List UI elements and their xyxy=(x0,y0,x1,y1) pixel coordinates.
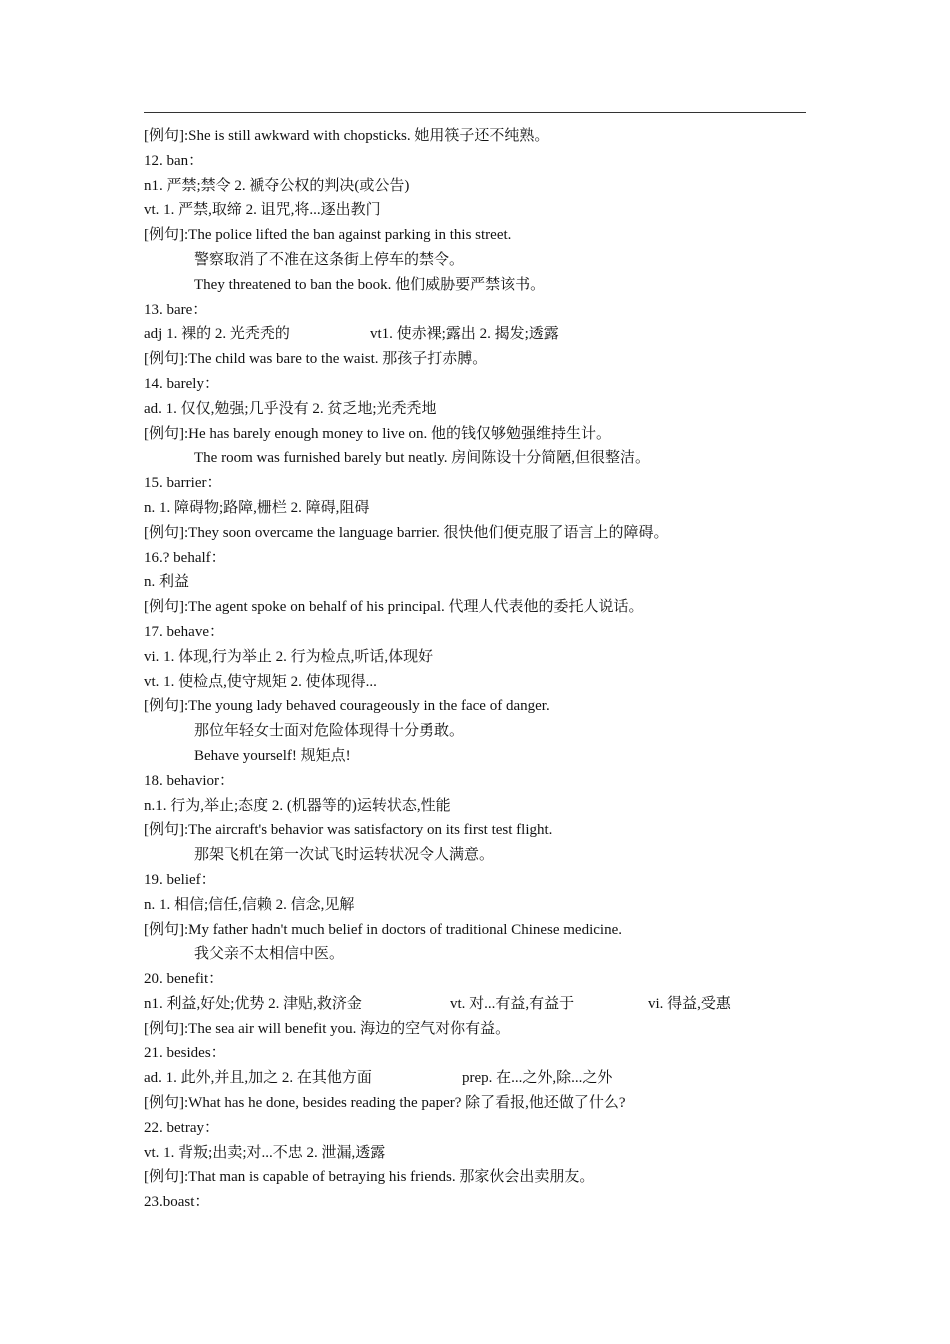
text-line: 17. behave： xyxy=(144,623,224,640)
definition-segment: adj 1. 裸的 2. 光秃秃的 xyxy=(144,326,290,343)
text-line: 13. bare： xyxy=(144,301,208,318)
text-line xyxy=(144,322,844,347)
text-line: 23.boast： xyxy=(144,1194,210,1211)
text-line: vi. 1. 体现,行为举止 2. 行为检点,听话,体现好 xyxy=(144,648,434,665)
text-line: [例句]:The young lady behaved courageously in the face of danger. xyxy=(144,698,550,715)
text-line: 20. benefit： xyxy=(144,971,224,988)
header-rule xyxy=(144,112,806,113)
text-line: vt. 1. 严禁,取缔 2. 诅咒,将...逐出教门 xyxy=(144,202,381,219)
text-line: n.1. 行为,举止;态度 2. (机器等的)运转状态,性能 xyxy=(144,797,451,814)
text-line: vt. 1. 背叛;出卖;对...不忠 2. 泄漏,透露 xyxy=(144,1144,386,1161)
definition-segment: prep. 在...之外,除...之外 xyxy=(462,1070,613,1087)
text-line xyxy=(144,992,844,1017)
text-line: 12. ban： xyxy=(144,152,204,169)
text-line: ad. 1. 仅仅,勉强;几乎没有 2. 贫乏地;光秃秃地 xyxy=(144,400,437,417)
text-line: [例句]:The sea air will benefit you. 海边的空气对你有益。 xyxy=(144,1020,511,1037)
definition-segment: vt. 对...有益,有益于 xyxy=(450,995,575,1012)
text-line: [例句]:He has barely enough money to live on. 他的钱仅够勉强维持生计。 xyxy=(144,425,612,442)
definition-segment: vt1. 使赤裸;露出 2. 揭发;透露 xyxy=(370,326,559,343)
example-translation-line: 那位年轻女士面对危险体现得十分勇敢。 xyxy=(194,723,465,740)
text-line: vt. 1. 使检点,使守规矩 2. 使体现得... xyxy=(144,673,377,690)
text-line: [例句]:What has he done, besides reading the paper? 除了看报,他还做了什么? xyxy=(144,1095,626,1112)
text-line: 18. behavior： xyxy=(144,772,234,789)
example-translation-line: 警察取消了不准在这条街上停车的禁令。 xyxy=(194,251,465,268)
text-line: [例句]:That man is capable of betraying his friends. 那家伙会出卖朋友。 xyxy=(144,1169,595,1186)
text-line: 15. barrier： xyxy=(144,475,222,492)
text-line: [例句]:The child was bare to the waist. 那孩子打赤膊。 xyxy=(144,351,488,368)
example-translation-line: 我父亲不太相信中医。 xyxy=(194,946,345,963)
vocabulary-list xyxy=(144,124,844,1215)
text-line: [例句]:She is still awkward with chopsticks. 她用筷子还不纯熟。 xyxy=(144,128,550,144)
text-line: 16.? behalf： xyxy=(144,549,226,566)
text-line: 19. belief： xyxy=(144,871,216,888)
text-line: 14. barely： xyxy=(144,375,219,392)
example-translation-line: 那架飞机在第一次试飞时运转状况令人满意。 xyxy=(194,847,495,864)
text-line: n. 1. 相信;信任,信赖 2. 信念,见解 xyxy=(144,896,355,913)
text-line: [例句]:The police lifted the ban against parking in this street. xyxy=(144,227,512,244)
text-line xyxy=(144,1066,844,1091)
text-line: [例句]:They soon overcame the language barrier. 很快他们便克服了语言上的障碍。 xyxy=(144,524,669,541)
definition-segment: n1. 利益,好处;优势 2. 津贴,救济金 xyxy=(144,995,362,1012)
text-line: [例句]:The agent spoke on behalf of his principal. 代理人代表他的委托人说话。 xyxy=(144,599,644,616)
example-translation-line: They threatened to ban the book. 他们威胁要严禁该书。 xyxy=(194,276,546,293)
example-translation-line: The room was furnished barely but neatly. 房间陈设十分简陋,但很整洁。 xyxy=(194,450,651,467)
text-line: 21. besides： xyxy=(144,1045,226,1062)
text-line: [例句]:My father hadn't much belief in doctors of traditional Chinese medicine. xyxy=(144,921,622,938)
definition-segment: vi. 得益,受惠 xyxy=(648,995,731,1012)
example-translation-line: Behave yourself! 规矩点! xyxy=(194,747,351,764)
text-line: [例句]:The aircraft's behavior was satisfactory on its first test flight. xyxy=(144,822,553,839)
text-line: n1. 严禁;禁令 2. 褫夺公权的判决(或公告) xyxy=(144,177,410,194)
text-line: 22. betray： xyxy=(144,1119,219,1136)
text-line: n. 利益 xyxy=(144,574,190,591)
text-line: n. 1. 障碍物;路障,栅栏 2. 障碍,阻碍 xyxy=(144,499,370,516)
definition-segment: ad. 1. 此外,并且,加之 2. 在其他方面 xyxy=(144,1070,372,1087)
